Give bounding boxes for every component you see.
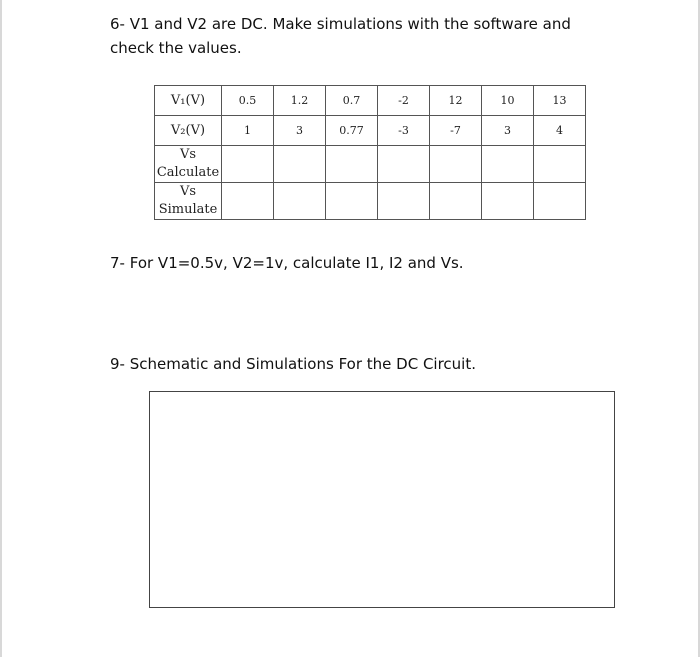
question-6-line-1: 6- V1 and V2 are DC. Make simulations with the software and bbox=[110, 15, 571, 33]
table-cell: 3 bbox=[482, 116, 534, 146]
empty-answer-cell[interactable] bbox=[482, 146, 534, 183]
table-cell: 1 bbox=[222, 116, 274, 146]
empty-answer-cell[interactable] bbox=[326, 146, 378, 183]
empty-answer-cell[interactable] bbox=[430, 183, 482, 220]
table-cell: 10 bbox=[482, 86, 534, 116]
empty-answer-cell[interactable] bbox=[482, 183, 534, 220]
row-header-vs-simulate bbox=[155, 183, 222, 220]
voltage-table bbox=[154, 85, 586, 220]
table-cell: 12 bbox=[430, 86, 482, 116]
row-header-vs: Vs bbox=[179, 184, 197, 199]
schematic-answer-box[interactable] bbox=[149, 391, 615, 608]
table-cell: -3 bbox=[378, 116, 430, 146]
empty-answer-cell[interactable] bbox=[274, 183, 326, 220]
empty-answer-cell[interactable] bbox=[274, 146, 326, 183]
row-header-vs: Vs bbox=[179, 147, 197, 162]
question-6-text bbox=[110, 12, 610, 60]
table-cell: -2 bbox=[378, 86, 430, 116]
page-edge-left bbox=[0, 0, 2, 657]
table-row-vs-simulate bbox=[155, 183, 586, 220]
empty-answer-cell[interactable] bbox=[534, 183, 586, 220]
table-cell: 0.77 bbox=[326, 116, 378, 146]
empty-answer-cell[interactable] bbox=[378, 146, 430, 183]
table-cell: 0.7 bbox=[326, 86, 378, 116]
table-cell: 0.5 bbox=[222, 86, 274, 116]
table-cell: 13 bbox=[534, 86, 586, 116]
question-7-text: 7- For V1=0.5v, V2=1v, calculate I1, I2 and Vs. bbox=[110, 254, 464, 272]
table-cell: -7 bbox=[430, 116, 482, 146]
table-row-v1 bbox=[155, 86, 586, 116]
table-cell: 1.2 bbox=[274, 86, 326, 116]
row-header-simulate: Simulate bbox=[158, 202, 218, 217]
row-header-v2: V₂(V) bbox=[155, 116, 222, 146]
table-cell: 4 bbox=[534, 116, 586, 146]
table-row-vs-calculate bbox=[155, 146, 586, 183]
empty-answer-cell[interactable] bbox=[222, 183, 274, 220]
empty-answer-cell[interactable] bbox=[378, 183, 430, 220]
row-header-v1: V₁(V) bbox=[155, 86, 222, 116]
table-cell: 3 bbox=[274, 116, 326, 146]
empty-answer-cell[interactable] bbox=[222, 146, 274, 183]
table-row-v2 bbox=[155, 116, 586, 146]
row-header-vs-calculate bbox=[155, 146, 222, 183]
empty-answer-cell[interactable] bbox=[326, 183, 378, 220]
row-header-calculate: Calculate bbox=[156, 165, 220, 180]
question-6-line-2: check the values. bbox=[110, 39, 242, 57]
empty-answer-cell[interactable] bbox=[430, 146, 482, 183]
empty-answer-cell[interactable] bbox=[534, 146, 586, 183]
question-9-text: 9- Schematic and Simulations For the DC Circuit. bbox=[110, 355, 476, 373]
